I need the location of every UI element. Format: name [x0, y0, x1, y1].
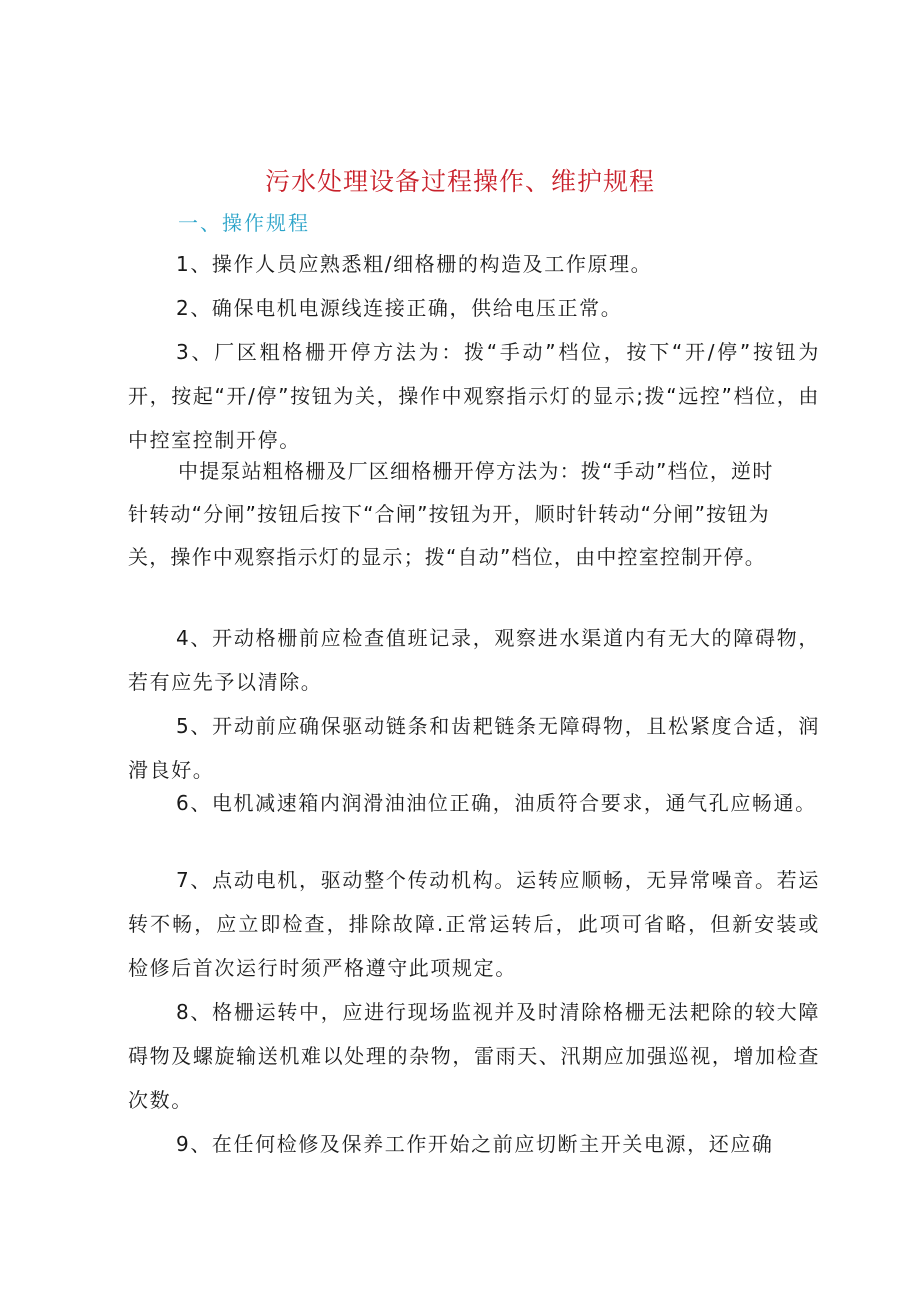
paragraph-9: 9、在任何检修及保养工作开始之前应切断主开关电源，还应确 [176, 1132, 774, 1156]
paragraph-4: 4、开动格栅前应检查值班记录，观察进水渠道内有无大的障碍物，若有应先予以清除。 [128, 626, 820, 694]
paragraph-5: 5、开动前应确保驱动链条和齿耙链条无障碍物，且松紧度合适，润滑良好。 [128, 714, 820, 782]
section-heading: 一、操作规程 [178, 211, 310, 235]
paragraph-8: 8、格栅运转中，应进行现场监视并及时清除格栅无法耙除的较大障碍物及螺旋输送机难以处理的杂物，雷雨天、汛期应加强巡视，增加检查次数。 [128, 1000, 820, 1112]
paragraph-3-continuation: 中提泵站粗格栅及厂区细格栅开停方法为：拨“手动”档位，逆时针转动“分闸”按钮后按下“合闸”按钮为开，顺时针转动“分闸”按钮为关，操作中观察指示灯的显示；拨“自动”档位，由中控室控制开停。 [128, 459, 774, 569]
paragraph-7: 7、点动电机，驱动整个传动机构。运转应顺畅，无异常噪音。若运转不畅，应立即检查，排除故障.正常运转后，此项可省略，但新安装或检修后首次运行时须严格遵守此项规定。 [128, 868, 820, 980]
document-title: 污水处理设备过程操作、维护规程 [264, 167, 655, 196]
paragraph-6: 6、电机减速箱内润滑油油位正确，油质符合要求，通气孔应畅通。 [176, 791, 817, 815]
paragraph-1: 1、操作人员应熟悉粗/细格栅的构造及工作原理。 [176, 252, 653, 276]
paragraph-3: 3、厂区粗格栅开停方法为：拨“手动”档位，按下“开/停”按钮为开，按起“开/停”按钮为关，操作中观察指示灯的显示;拨“远控”档位，由中控室控制开停。 [128, 340, 820, 452]
paragraph-2: 2、确保电机电源线连接正确，供给电压正常。 [176, 296, 623, 320]
